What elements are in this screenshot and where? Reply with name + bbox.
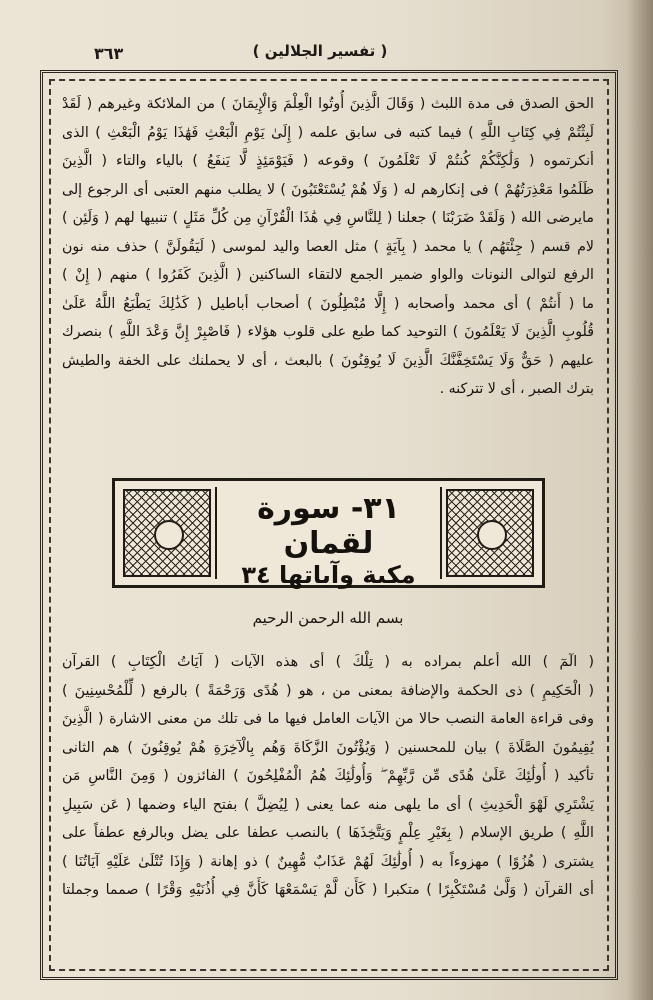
banner-center-panel — [215, 487, 442, 589]
text-line: ( الْحَكِيمِ ) ذى الحكمة والإضافة بمعنى من ، هو ( هُدًى وَرَحْمَةً ) بالرفع ( لِّلْمُحْسِنِينَ ) — [62, 682, 594, 699]
surah-subtitle: مكية وآياتها ٣٤ — [241, 561, 416, 589]
text-line: الرفع لتوالى النونات والواو ضمير الجمع لالتقاء الساكنين ( الَّذِينَ كَفَرُوا ) منهم ( إِنْ ) — [62, 267, 594, 283]
text-line: يشترى ( هُزُوًا ) مهزوءاً به ( أُولَٰئِكَ لَهُمْ عَذَابٌ مُّهِينٌ ) ذو إهانة ( وَإِذَا تُتْلَىٰ عَلَيْهِ آيَاتُنَا ) — [62, 853, 594, 870]
basmala: بسم الله الرحمن الرحيم — [252, 609, 404, 627]
text-line: مايرضى الله ( وَلَقَدْ ضَرَبْنَا ) جعلنا ( لِلنَّاسِ فِي هَٰذَا الْقُرْآنِ مِن كُلِّ مَثَلٍ ) تنبيها لهم ( وَلَئِن ) — [62, 210, 594, 226]
tafsir-text-block-2 — [62, 648, 594, 905]
text-line: ( الٓمٓ ) الله أعلم بمراده به ( تِلْكَ ) أى هذه الآيات ( آيَاتُ الْكِتَابِ ) القرآن — [62, 654, 594, 670]
tafsir-text-block-1 — [62, 90, 594, 404]
surah-title: ٣١- سورة لقمان — [257, 491, 400, 561]
text-line: ظَلَمُوا مَعْذِرَتُهُمْ ) فى إنكارهم له ( وَلَا هُمْ يُسْتَعْتَبُونَ ) لا يطلب منهم العتبى أى الرجوع إلى — [62, 181, 594, 198]
text-line: لام قسم ( جِئْتَهُم ) يا محمد ( بِآيَةٍ ) مثل العصا واليد لموسى ( لَيَقُولَنَّ ) حذف منه نون — [62, 238, 594, 255]
arabesque-ornament-right — [446, 489, 534, 577]
text-line: أنكرتموه ( وَلَٰكِنَّكُمْ كُنتُمْ لَا تَعْلَمُونَ ) وقوعه ( فَيَوْمَئِذٍ لَّا يَنفَعُ ) بالياء والتاء ( الَّذِينَ — [62, 153, 594, 169]
rosette-ornament-icon — [154, 520, 184, 550]
page-number: ٣٦٣ — [94, 44, 124, 63]
text-line: لَبِثْتُمْ فِي كِتَابِ اللَّهِ ) فيما كتبه فى سابق علمه ( إِلَىٰ يَوْمِ الْبَعْثِ فَهَٰذَا يَوْمُ الْبَعْثِ ) الذى — [62, 124, 594, 141]
page-header — [40, 40, 600, 68]
running-title: ( تفسير الجلالين ) — [252, 42, 388, 60]
text-line: قُلُوبِ الَّذِينَ لَا يَعْلَمُونَ ) التوحيد كما طبع على قلوب هؤلاء ( فَاصْبِرْ إِنَّ وَعْدَ اللَّهِ ) بنصرك — [62, 324, 594, 340]
text-line: اللَّهِ ) طريق الإسلام ( بِغَيْرِ عِلْمٍ وَيَتَّخِذَهَا ) بالنصب عطفا على يضل وبالرفع عطفاً على — [62, 825, 594, 841]
text-line: الحق الصدق فى مدة اللبث ( وَقَالَ الَّذِينَ أُوتُوا الْعِلْمَ وَالْإِيمَانَ ) من الملائكة وغيرهم ( لَقَدْ — [62, 96, 594, 112]
arabesque-ornament-left — [123, 489, 211, 577]
text-line: أى القرآن ( وَلَّىٰ مُسْتَكْبِرًا ) متكبرا ( كَأَن لَّمْ يَسْمَعْهَا كَأَنَّ فِي أُذُنَيْهِ وَقْرًا ) صمما وجملتا — [62, 882, 594, 898]
rosette-ornament-icon — [477, 520, 507, 550]
text-line: ما ( أَنتُمْ ) أى محمد وأصحابه ( إِلَّا مُبْطِلُونَ ) أصحاب أباطيل ( كَذَٰلِكَ يَطْبَعُ اللَّهُ عَلَىٰ — [62, 295, 594, 312]
surah-title-banner — [112, 478, 545, 588]
text-line: بترك الصبر ، أى لا تتركنه . — [439, 381, 594, 397]
text-line: يَشْتَرِي لَهْوَ الْحَدِيثِ ) أى ما يلهى منه عما يعنى ( لِيُضِلَّ ) بفتح الياء وضمها ( عَن سَبِيلِ — [62, 796, 594, 813]
text-line: عليهم ( حَقٌّ وَلَا يَسْتَخِفَّنَّكَ الَّذِينَ لَا يُوقِنُونَ ) بالبعث ، أى لا يحملنك على الخفة والطيش — [62, 352, 594, 369]
page-edge-shadow — [627, 0, 653, 1000]
text-line: وفى قراءة العامة النصب حالا من الآيات العامل فيها ما فى تلك من معنى الاشارة ( الَّذِينَ — [62, 711, 594, 727]
text-line: يُقِيمُونَ الصَّلَاةَ ) بيان للمحسنين ( وَيُؤْتُونَ الزَّكَاةَ وَهُم بِالْآخِرَةِ هُمْ يُوقِنُونَ ) هم الثانى — [62, 739, 594, 756]
text-line: تأكيد ( أُولَٰئِكَ عَلَىٰ هُدًى مِّن رَّبِّهِمْ ۖ وَأُولَٰئِكَ هُمُ الْمُفْلِحُونَ ) الفائزون ( وَمِنَ النَّاسِ مَن — [62, 768, 594, 784]
